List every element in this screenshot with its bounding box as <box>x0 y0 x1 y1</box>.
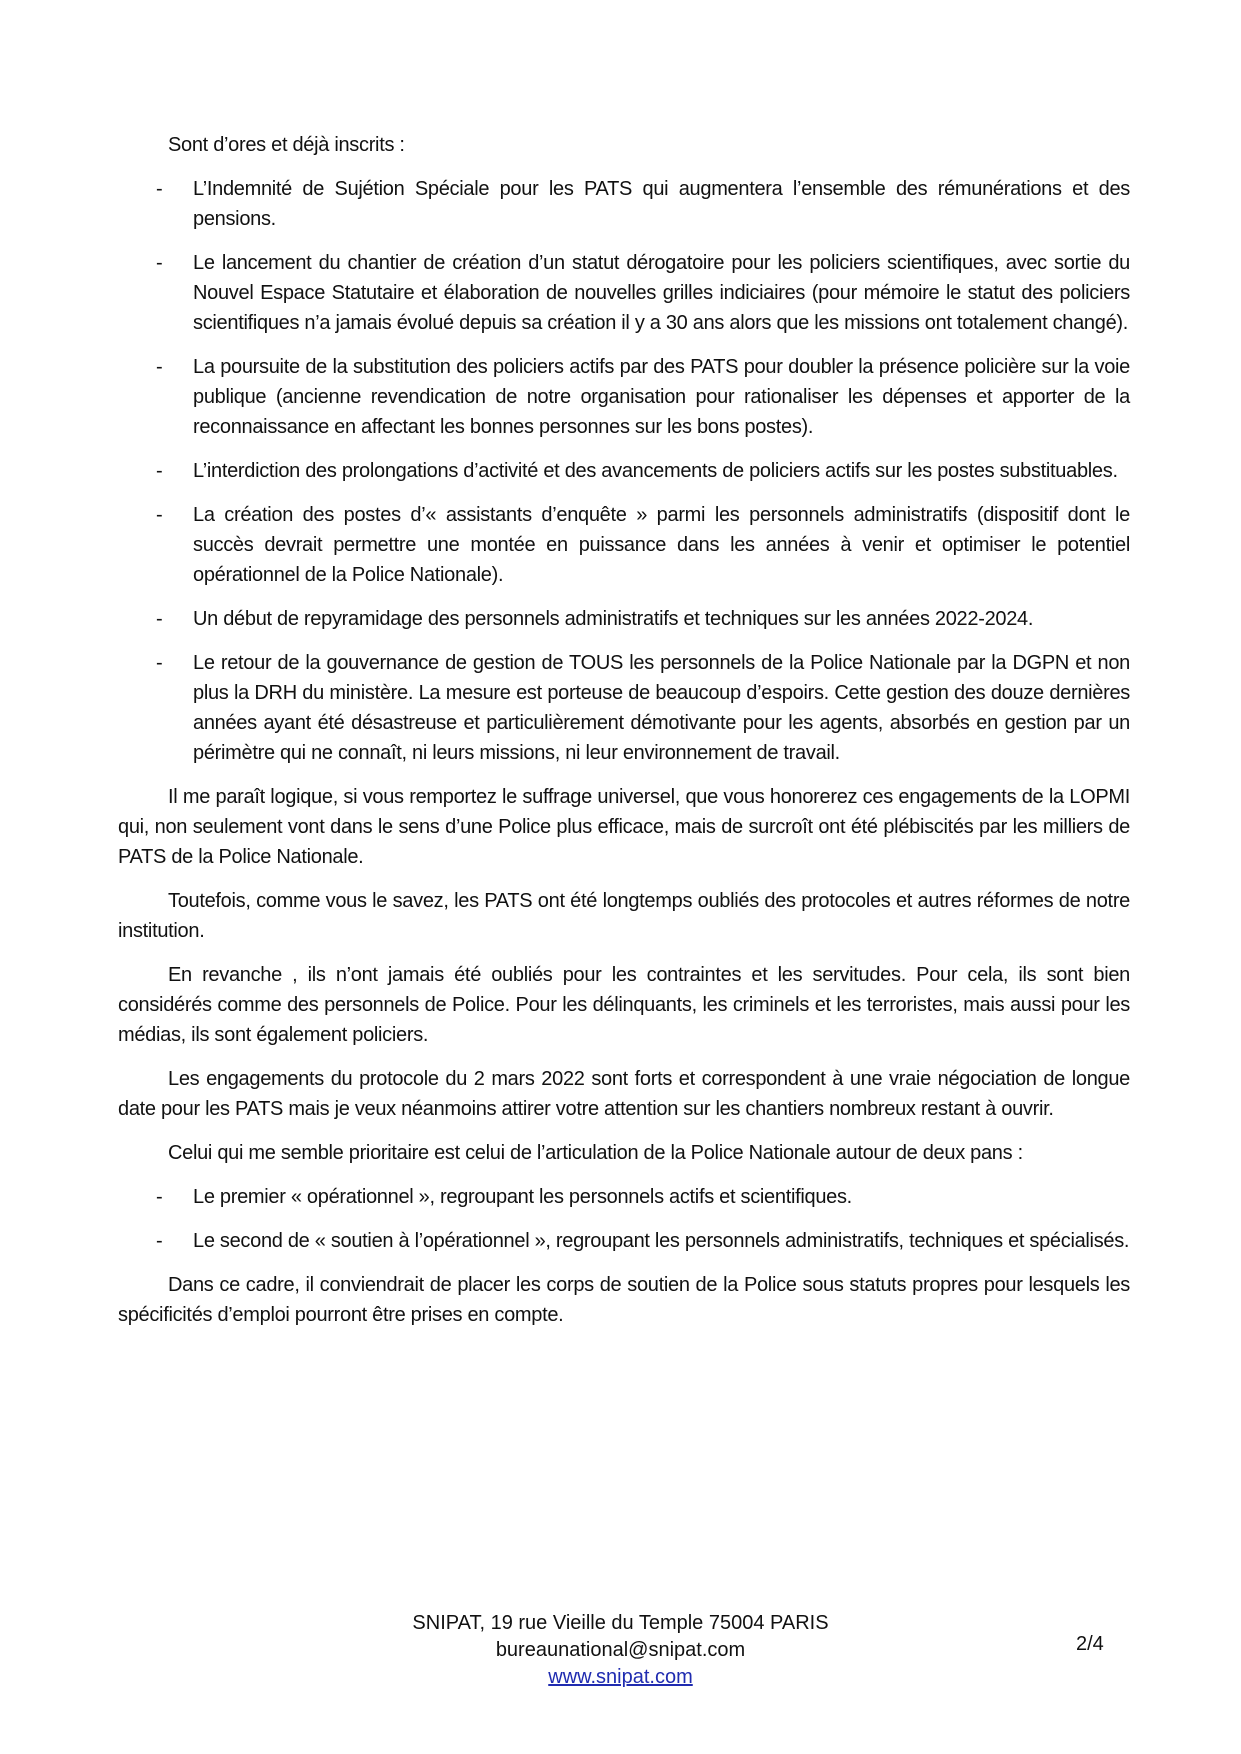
dash-bullet: - <box>156 1230 163 1252</box>
paragraph: Celui qui me semble prioritaire est celui de l’articulation de la Police Nationale autour de deux pans : <box>168 1142 1023 1164</box>
page-footer <box>0 1610 1241 1691</box>
footer-address: SNIPAT, 19 rue Vieille du Temple 75004 PARIS <box>412 1612 829 1634</box>
list-item: - L’interdiction des prolongations d’activité et des avancements de policiers actifs sur les postes substituables. <box>118 456 1130 486</box>
dash-bullet: - <box>156 356 163 378</box>
list-item: - Le premier « opérationnel », regroupant les personnels actifs et scientifiques. <box>118 1182 1130 1212</box>
dash-bullet: - <box>156 504 163 526</box>
paragraph: Toutefois, comme vous le savez, les PATS ont été longtemps oubliés des protocoles et autres réformes de notre institution. <box>118 890 1130 942</box>
paragraph: Il me paraît logique, si vous remportez le suffrage universel, que vous honorerez ces engagements de la LOPMI qui, non seulement vont dans le sens d’une Police plus efficace, mais de surcroît ont été plébiscités par les milliers de PATS de la Police Nationale. <box>118 786 1130 868</box>
dash-bullet: - <box>156 460 163 482</box>
page-number: 2/4 <box>1076 1633 1104 1655</box>
list-item: - La poursuite de la substitution des policiers actifs par des PATS pour doubler la présence policière sur la voie publique (ancienne revendication de notre organisation pour rationaliser les dépenses et apporter de la reconnaissance en affectant les bonnes personnes sur les bons postes). <box>118 352 1130 442</box>
dash-bullet: - <box>156 1186 163 1208</box>
footer-website-link[interactable]: www.snipat.com <box>548 1666 693 1688</box>
list-item: - La création des postes d’« assistants d’enquête » parmi les personnels administratifs (dispositif dont le succès devrait permettre une montée en puissance dans les années à venir et optimiser le potentiel opérationnel de la Police Nationale). <box>118 500 1130 590</box>
list-item: - Le lancement du chantier de création d’un statut dérogatoire pour les policiers scientifiques, avec sortie du Nouvel Espace Statutaire et élaboration de nouvelles grilles indiciaires (pour mémoire le statut des policiers scientifiques n’a jamais évolué depuis sa création il y a 30 ans alors que les missions ont totalement changé). <box>118 248 1130 338</box>
document-body <box>118 130 1130 1344</box>
list-item: - Le retour de la gouvernance de gestion de TOUS les personnels de la Police Nationale par la DGPN et non plus la DRH du ministère. La mesure est porteuse de beaucoup d’espoirs. Cette gestion des douze dernières années ayant été désastreuse et particulièrement démotivante pour les agents, absorbés en gestion par un périmètre qui ne connaît, ni leurs missions, ni leur environnement de travail. <box>118 648 1130 768</box>
footer-email: bureaunational@snipat.com <box>495 1639 746 1661</box>
list-item: - Le second de « soutien à l’opérationnel », regroupant les personnels administratifs, techniques et spécialisés. <box>118 1226 1130 1256</box>
dash-bullet: - <box>156 252 163 274</box>
dash-bullet: - <box>156 608 163 630</box>
intro-line: Sont d’ores et déjà inscrits : <box>168 134 405 156</box>
dash-bullet: - <box>156 652 163 674</box>
closing-paragraph: Dans ce cadre, il conviendrait de placer les corps de soutien de la Police sous statuts propres pour lesquels les spécificités d’emploi pourront être prises en compte. <box>118 1274 1130 1326</box>
paragraph: Les engagements du protocole du 2 mars 2022 sont forts et correspondent à une vraie négociation de longue date pour les PATS mais je veux néanmoins attirer votre attention sur les chantiers nombreux restant à ouvrir. <box>118 1068 1130 1120</box>
list-item: - Un début de repyramidage des personnels administratifs et techniques sur les années 2022-2024. <box>118 604 1130 634</box>
list-item: - L’Indemnité de Sujétion Spéciale pour les PATS qui augmentera l’ensemble des rémunérations et des pensions. <box>118 174 1130 234</box>
dash-bullet: - <box>156 178 163 200</box>
pans-list <box>118 1182 1130 1256</box>
commitments-list <box>118 174 1130 768</box>
paragraph: En revanche , ils n’ont jamais été oubliés pour les contraintes et les servitudes. Pour cela, ils sont bien considérés comme des personnels de Police. Pour les délinquants, les criminels et les terroristes, mais aussi pour les médias, ils sont également policiers. <box>118 964 1130 1046</box>
